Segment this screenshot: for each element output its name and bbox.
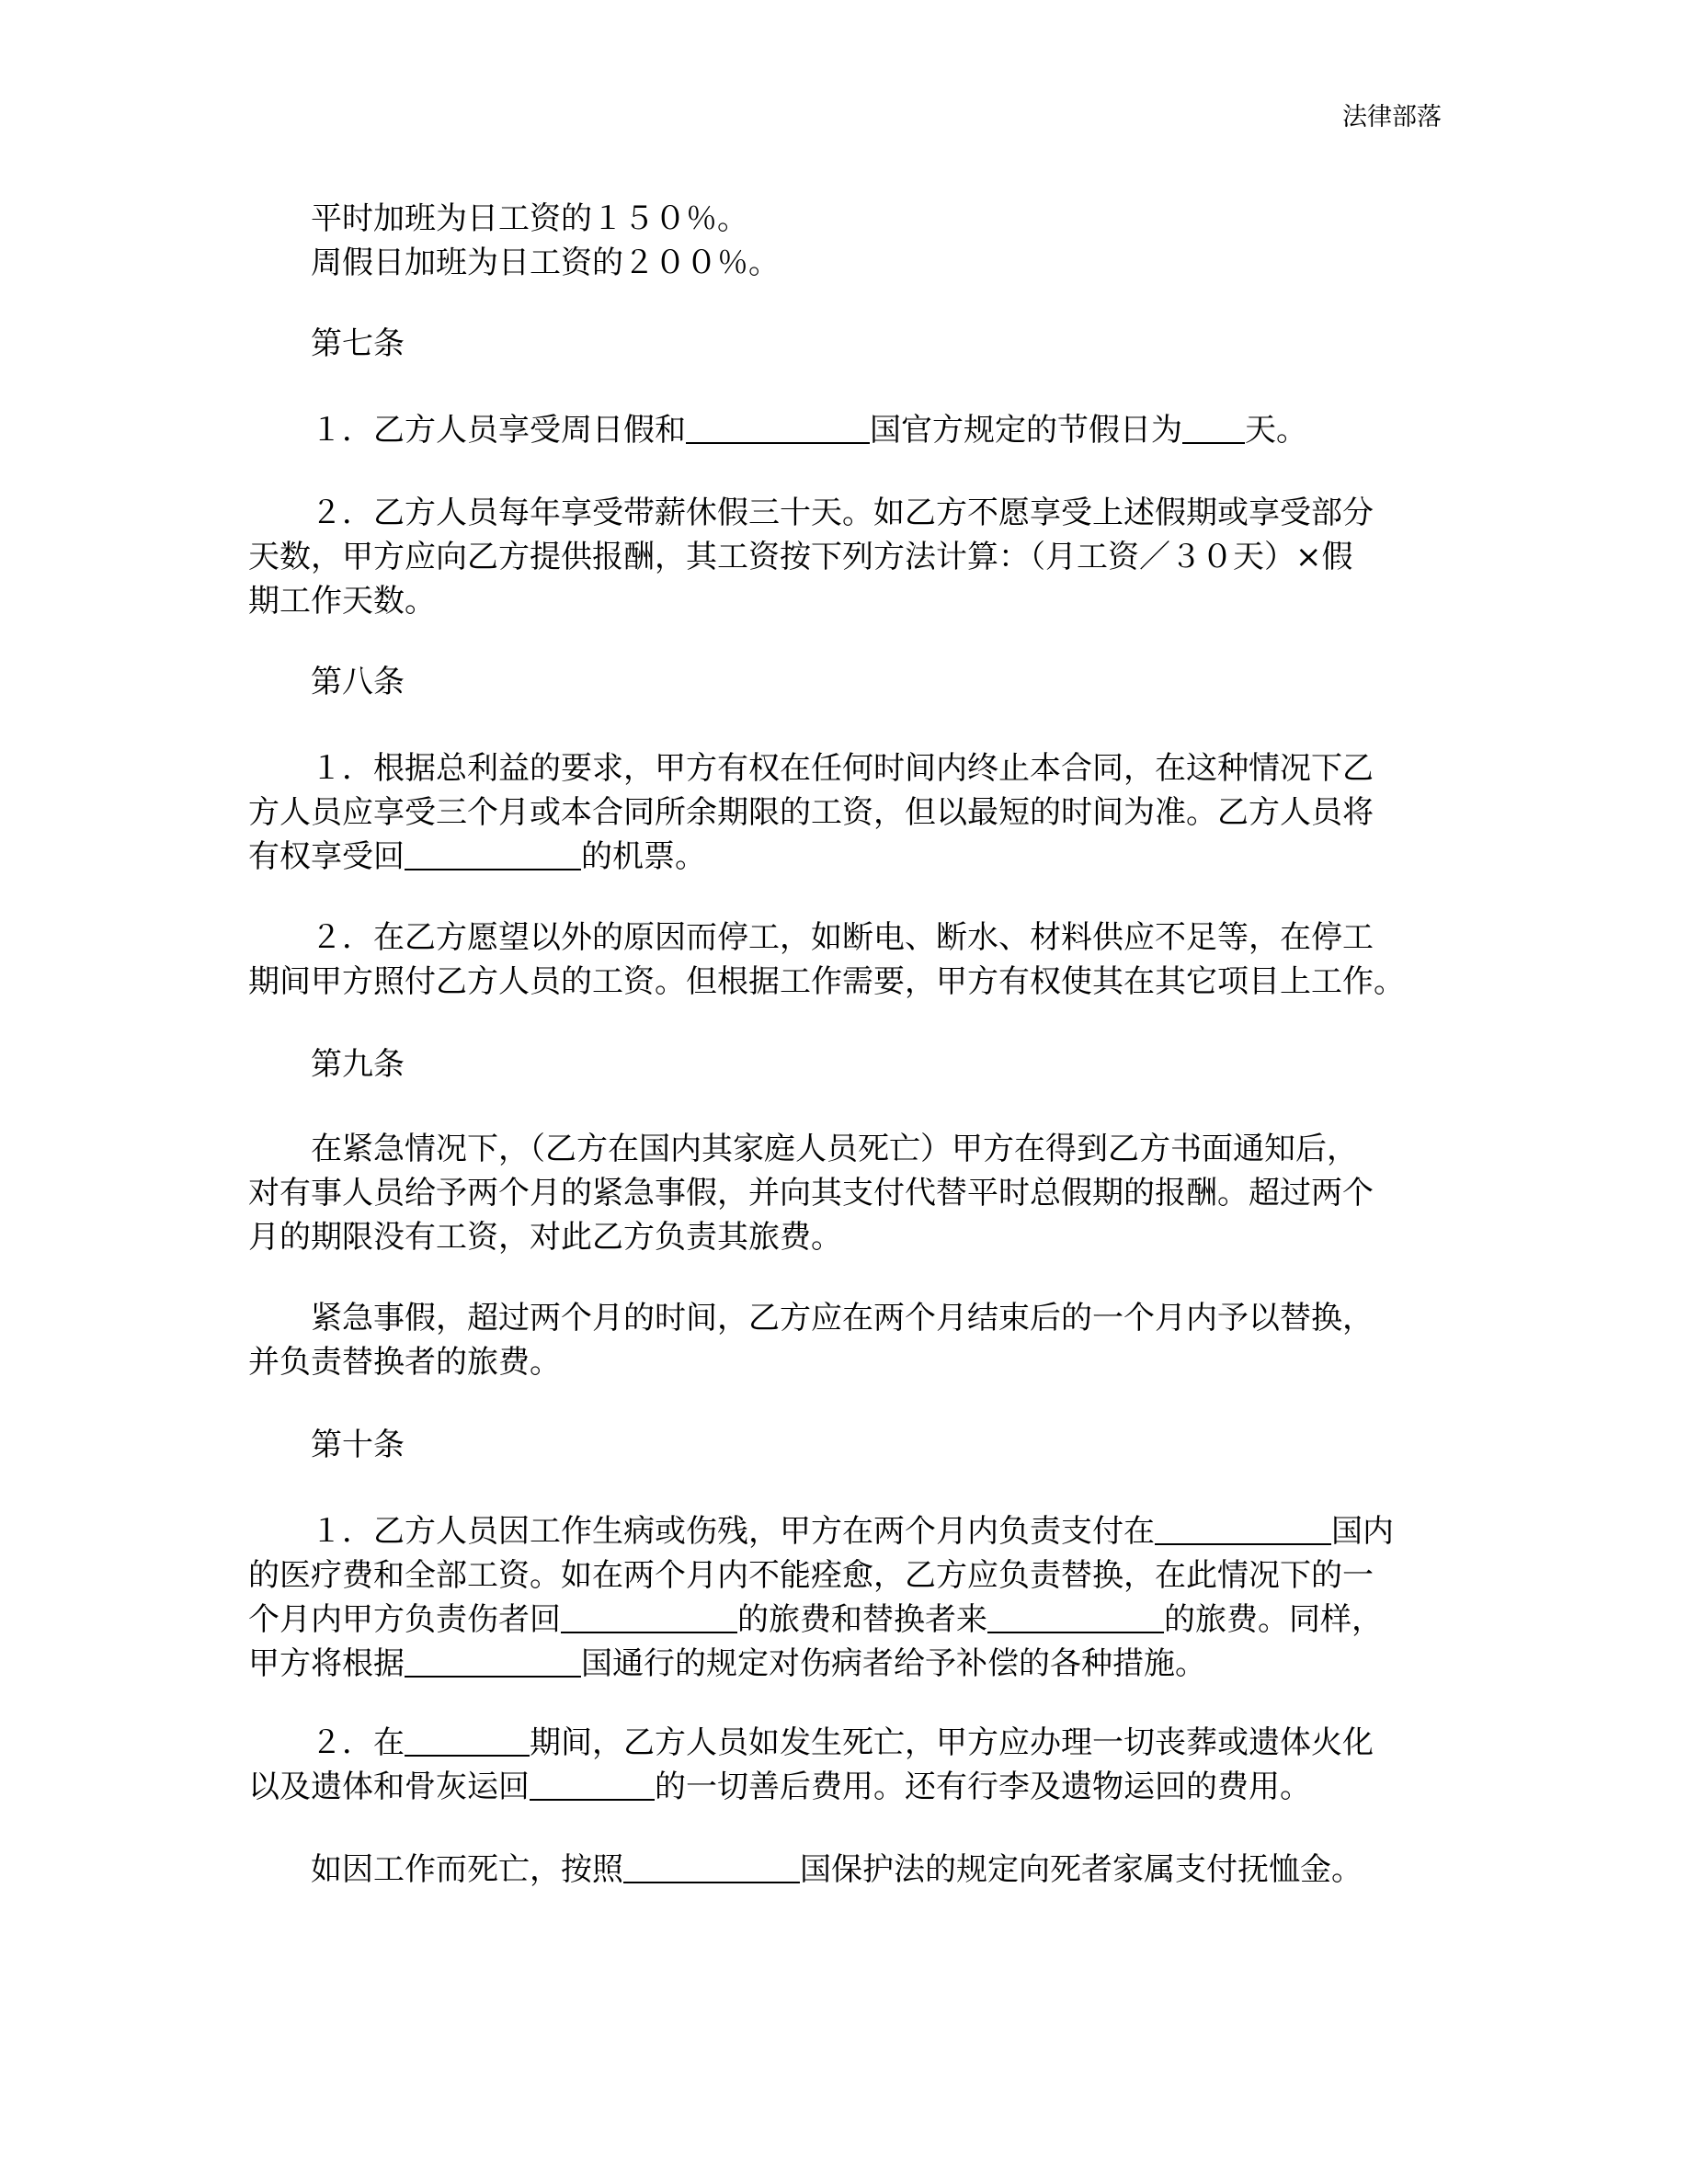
article-10-heading <box>248 1423 1443 1467</box>
text-line: 紧急事假，超过两个月的时间，乙方应在两个月结束后的一个月内予以替换， <box>248 1300 1374 1337</box>
text-line: 期间甲方照付乙方人员的工资。但根据工作需要，甲方有权使其在其它项目上工作。 <box>248 963 1405 1000</box>
text-fragment: 国保护法的规定向死者家属支付抚恤金。 <box>800 1851 1363 1888</box>
blank-line <box>1182 415 1245 444</box>
text-fragment: 国通行的规定对伤病者给予补偿的各种措施。 <box>581 1645 1206 1682</box>
text-fragment: 期间，乙方人员如发生死亡，甲方应办理一切丧葬或遗体火化 <box>530 1724 1374 1761</box>
article-heading: 第九条 <box>248 1046 405 1083</box>
article-9-paragraph-2 <box>248 1296 1443 1384</box>
text-fragment: 个月内甲方负责伤者回 <box>248 1601 561 1638</box>
text-line <box>248 1642 1443 1686</box>
text-fragment: 如因工作而死亡，按照 <box>248 1851 623 1888</box>
text-line: ２．乙方人员每年享受带薪休假三十天。如乙方不愿享受上述假期或享受部分 <box>248 495 1374 531</box>
article-9-heading <box>248 1042 1443 1086</box>
article-7-clause-1 <box>248 408 1443 452</box>
text-fragment: 的旅费。同样， <box>1164 1601 1383 1638</box>
text-line <box>248 1765 1443 1809</box>
article-10-clause-2 <box>248 1721 1443 1809</box>
text-line: ２．在乙方愿望以外的原因而停工，如断电、断水、材料供应不足等，在停工 <box>248 919 1374 956</box>
blank-line <box>686 415 870 444</box>
text-fragment: 有权享受回 <box>248 838 405 875</box>
article-10-clause-1 <box>248 1509 1443 1686</box>
article-heading: 第七条 <box>248 325 405 362</box>
article-8-clause-1 <box>248 746 1443 879</box>
text-line: 在紧急情况下，（乙方在国内其家庭人员死亡）甲方在得到乙方书面通知后， <box>248 1131 1358 1167</box>
blank-line <box>405 841 581 870</box>
blank-line <box>405 1648 581 1678</box>
text-fragment: 国官方规定的节假日为 <box>870 412 1182 449</box>
text-fragment: １．乙方人员因工作生病或伤残，甲方在两个月内负责支付在 <box>248 1513 1155 1550</box>
overtime-rates <box>248 197 1443 285</box>
text-fragment: 的一切善后费用。还有行李及遗物运回的费用。 <box>655 1769 1311 1805</box>
text-fragment: 国内 <box>1331 1513 1394 1550</box>
article-9-paragraph-1 <box>248 1127 1443 1259</box>
article-8-heading <box>248 660 1443 704</box>
text-line <box>248 408 1443 452</box>
blank-line <box>1155 1516 1331 1545</box>
text-fragment: 天。 <box>1245 412 1307 449</box>
text-line: 对有事人员给予两个月的紧急事假，并向其支付代替平时总假期的报酬。超过两个 <box>248 1175 1374 1211</box>
text-fragment: 的旅费和替换者来 <box>737 1601 987 1638</box>
text-fragment: １．乙方人员享受周日假和 <box>248 412 686 449</box>
blank-line <box>561 1604 737 1633</box>
text-line: 并负责替换者的旅费。 <box>248 1344 561 1381</box>
blank-line <box>987 1604 1164 1633</box>
article-heading: 第十条 <box>248 1427 405 1463</box>
text-line: 平时加班为日工资的１５０％。 <box>248 200 748 237</box>
blank-line <box>405 1727 530 1757</box>
text-line <box>248 1721 1443 1765</box>
article-7-heading <box>248 322 1443 366</box>
text-fragment: 以及遗体和骨灰运回 <box>248 1769 530 1805</box>
text-line <box>248 1598 1443 1642</box>
text-fragment: 的机票。 <box>581 838 706 875</box>
page-header-label: 法律部落 <box>1342 103 1442 131</box>
text-line: 方人员应享受三个月或本合同所余期限的工资，但以最短的时间为准。乙方人员将 <box>248 794 1374 831</box>
article-7-clause-2 <box>248 491 1443 623</box>
text-fragment: ２．在 <box>248 1724 405 1761</box>
text-line <box>248 1509 1443 1553</box>
article-heading: 第八条 <box>248 664 405 700</box>
text-fragment: 甲方将根据 <box>248 1645 405 1682</box>
blank-line <box>623 1854 800 1883</box>
text-line: 期工作天数。 <box>248 583 436 620</box>
article-10-paragraph-3 <box>248 1848 1443 1892</box>
text-line: 天数，甲方应向乙方提供报酬，其工资按下列方法计算：（月工资／３０天）×假 <box>248 539 1353 575</box>
article-8-clause-2 <box>248 916 1443 1004</box>
text-line: １．根据总利益的要求，甲方有权在任何时间内终止本合同，在这种情况下乙 <box>248 750 1374 787</box>
text-line: 的医疗费和全部工资。如在两个月内不能痊愈，乙方应负责替换，在此情况下的一 <box>248 1557 1374 1594</box>
text-line <box>248 835 1443 879</box>
text-line: 月的期限没有工资，对此乙方负责其旅费。 <box>248 1219 842 1256</box>
text-line <box>248 1848 1443 1892</box>
blank-line <box>530 1771 655 1801</box>
text-line: 周假日加班为日工资的２００％。 <box>248 245 780 281</box>
